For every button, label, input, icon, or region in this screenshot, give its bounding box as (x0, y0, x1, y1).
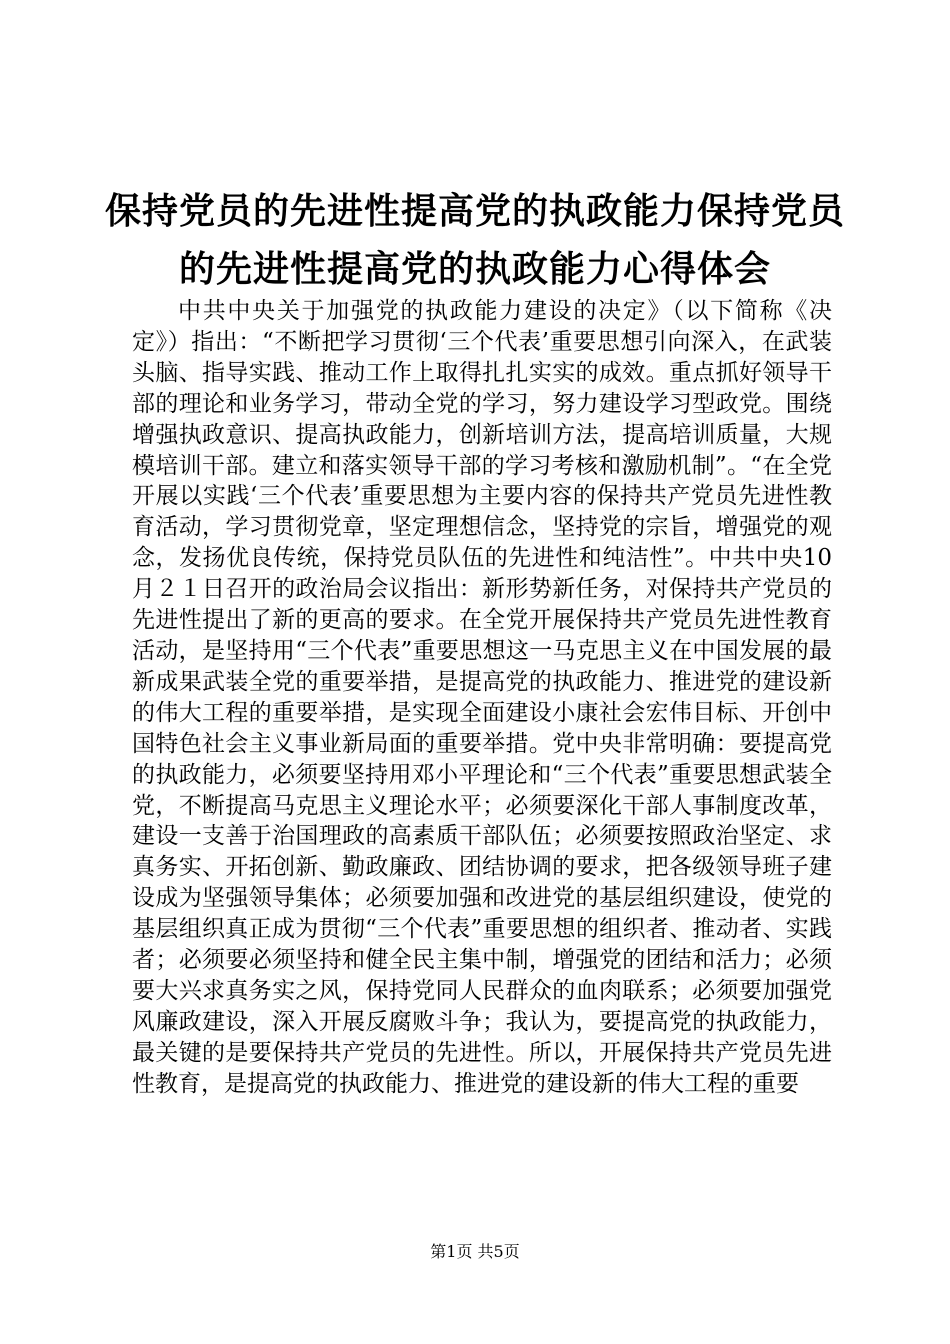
title-line-2: 的先进性提高党的执政能力心得体会 (178, 248, 771, 290)
document-title (100, 182, 850, 298)
body-paragraph: 中共中央关于加强党的执政能力建设的决定》（以下简称《决定》）指出：“不断把学习贯彻‘三个代表’重要思想引向深入，在武装头脑、指导实践、推动工作上取得扎扎实实的成效。重点抓好领导干部的理论和业务学习，带动全党的学习，努力建设学习型政党。围绕增强执政意识、提高执政能力，创新培训方法，提高培训质量，大规模培训干部。建立和落实领导干部的学习考核和激励机制”。“在全党开展以实践‘三个代表’重要思想为主要内容的保持共产党员先进性教育活动，学习贯彻党章，坚定理想信念，坚持党的宗旨，增强党的观念，发扬优良传统，保持党员队伍的先进性和纯洁性”。中共中央10月２１日召开的政治局会议指出：新形势新任务，对保持共产党员的先进性提出了新的更高的要求。在全党开展保持共产党员先进性教育活动，是坚持用“三个代表”重要思想这一马克思主义在中国发展的最新成果武装全党的重要举措，是提高党的执政能力、推进党的建设新的伟大工程的重要举措，是实现全面建设小康社会宏伟目标、开创中国特色社会主义事业新局面的重要举措。党中央非常明确：要提高党的执政能力，必须要坚持用邓小平理论和“三个代表”重要思想武装全党，不断提高马克思主义理论水平；必须要深化干部人事制度改革，建设一支善于治国理政的高素质干部队伍；必须要按照政治坚定、求真务实、开拓创新、勤政廉政、团结协调的要求，把各级领导班子建设成为坚强领导集体；必须要加强和改进党的基层组织建设，使党的基层组织真正成为贯彻“三个代表”重要思想的组织者、推动者、实践者；必须要必须坚持和健全民主集中制，增强党的团结和活力；必须要大兴求真务实之风，保持党同人民群众的血肉联系；必须要加强党风廉政建设，深入开展反腐败斗争；我认为，要提高党的执政能力，最关键的是要保持共产党员的先进性。所以，开展保持共产党员先进性教育，是提高党的执政能力、推进党的建设新的伟大工程的重要 (132, 298, 832, 1097)
title-line-1: 保持党员的先进性提高党的执政能力保持党员 (104, 190, 845, 232)
page-footer: 第1页 共5页 (430, 1242, 520, 1261)
